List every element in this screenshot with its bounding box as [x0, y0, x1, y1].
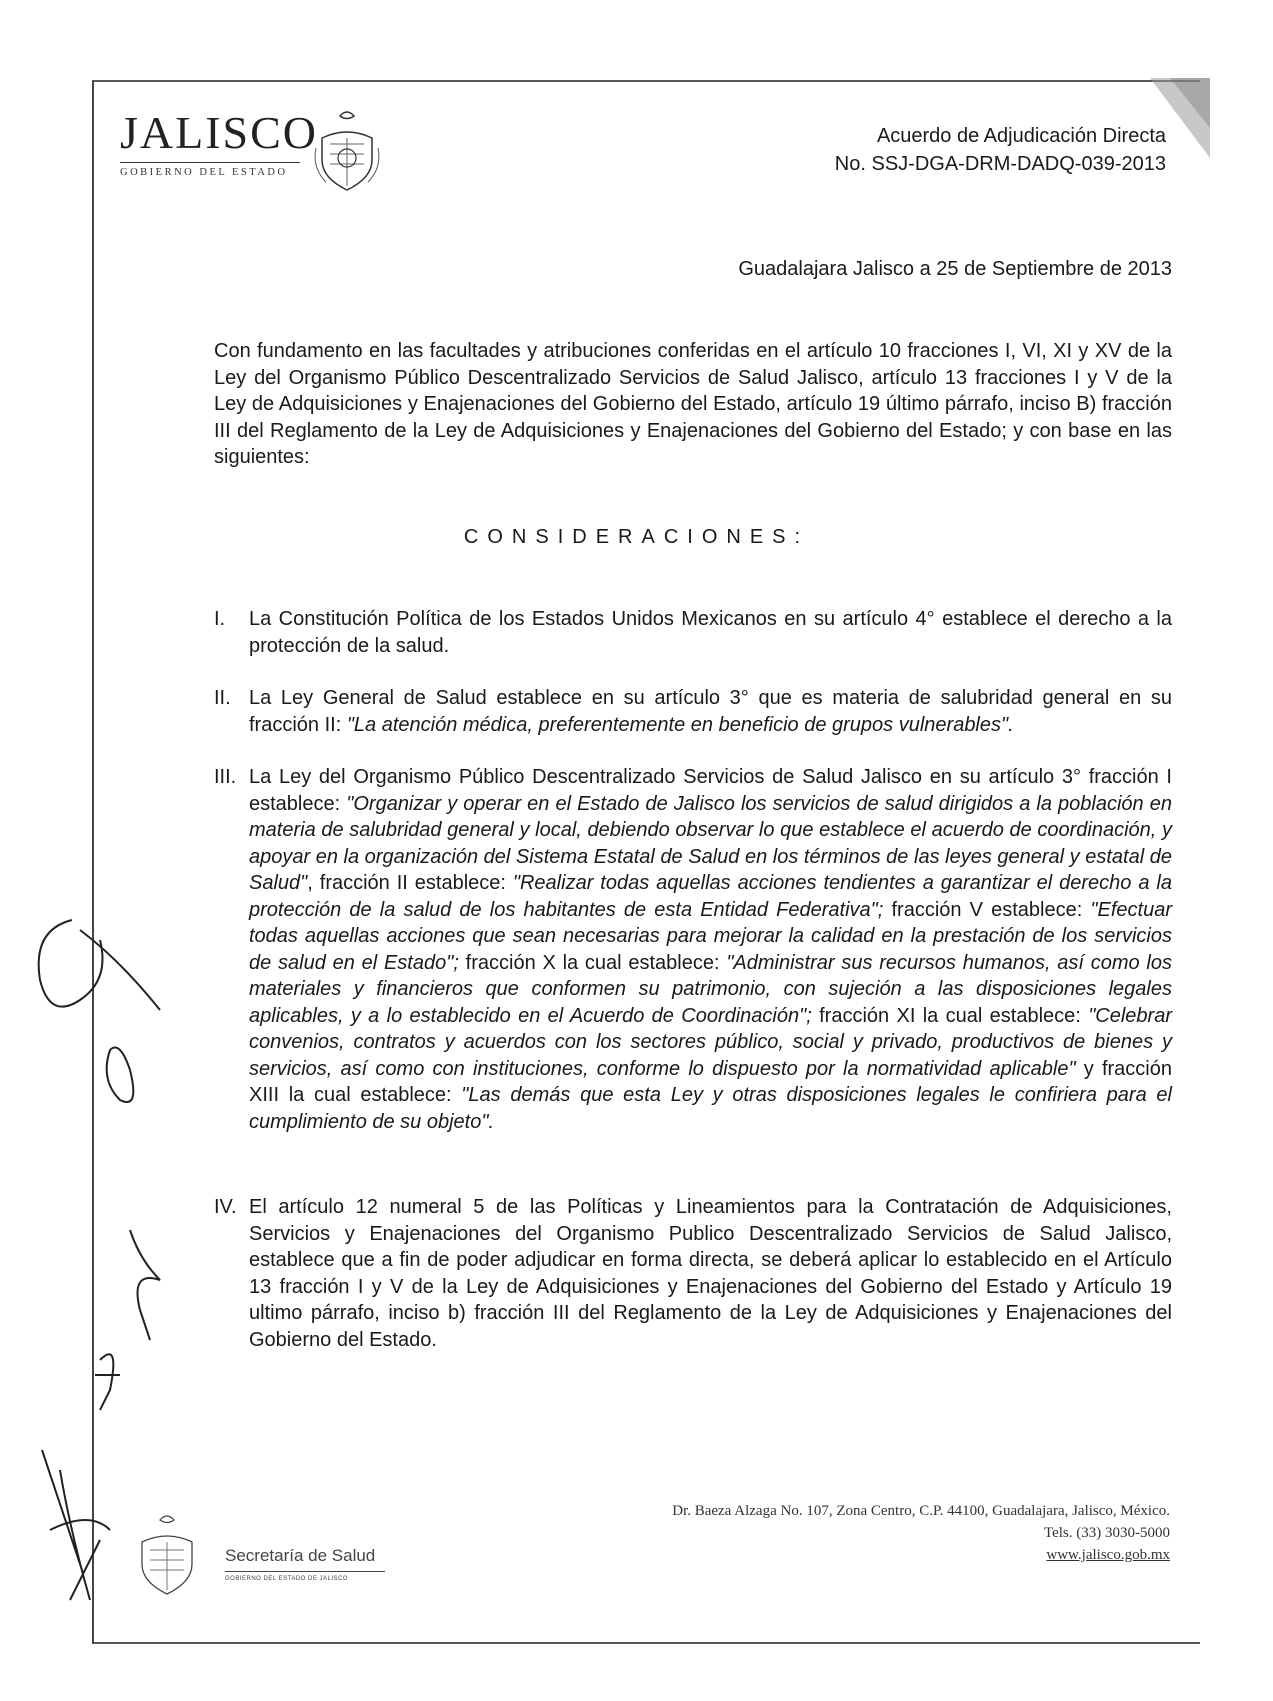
item-number: IV.	[214, 1196, 237, 1218]
health-crest-icon	[132, 1512, 202, 1602]
state-crest-icon	[312, 108, 382, 198]
intro-paragraph: Con fundamento en las facultades y atribuciones conferidas en el artículo 10 fracciones I, VI, XI y XV de la Ley del Organismo Público Descentralizado Servicios de Salud Jalisco, artículo 13 fracciones I y V de la Ley de Adquisiciones y Enajenaciones del Gobierno del Estado, artículo 19 último párrafo, inciso B) fracción III del Reglamento de la Ley de Adquisiciones y Enajenaciones del Gobierno del Estado; y con base en las siguientes:	[214, 340, 1172, 468]
item-text: La Ley General de Salud establece en su artículo 3° que es materia de salubridad general en su fracción II: "La atención médica, preferentemente en beneficio de grupos vulnerables".	[249, 687, 1172, 736]
document-header	[835, 122, 1166, 178]
consideration-item-1	[214, 606, 1172, 659]
item-text: La Ley del Organismo Público Descentralizado Servicios de Salud Jalisco en su artículo 3° fracción I establece: "Organizar y operar en el Estado de Jalisco los servicios de salud dirigidos a la población en materia de salubridad general y local, debiendo observar lo que establece el acuerdo de coordinación, y apoyar en la organización del Sistema Estatal de Salud en los términos de las leyes general y estatal de Salud", fracción II establece: "Realizar todas aquellas acciones tendientes a garantizar el derecho a la protección de la salud de los habitantes de esta Entidad Federativa"; fracción V establece: "Efectuar todas aquellas acciones que sean necesarias para mejorar la calidad en la prestación de los servicios de salud en el Estado"; fracción X la cual establece: "Administrar sus recursos humanos, así como los materiales y financieros que conformen su patrimonio, con sujeción a las disposiciones legales aplicables, y a lo establecido en el Acuerdo de Coordinación"; fracción XI la cual establece: "Celebrar convenios, contratos y acuerdos con los sectores público, social y privado, productivos de bienes y servicios, así como con instituciones, conforme lo dispuesto por la normatividad aplicable" y fracción XIII la cual establece: "Las demás que esta Ley y otras disposiciones legales le confiriera para el cumplimiento de su objeto".	[249, 766, 1172, 1133]
document-number: No. SSJ-DGA-DRM-DADQ-039-2013	[834, 153, 1166, 175]
consideration-item-3	[214, 764, 1172, 1135]
item-text: La Constitución Política de los Estados Unidos Mexicanos en su artículo 4° establece el derecho a la protección de la salud.	[249, 608, 1172, 657]
footer-org-subtitle: GOBIERNO DEL ESTADO DE JALISCO	[225, 1576, 349, 1582]
consideration-item-2	[214, 685, 1172, 738]
item-number: III.	[214, 766, 237, 788]
footer-address: Dr. Baeza Alzaga No. 107, Zona Centro, C.P. 44100, Guadalajara, Jalisco, México.	[672, 1503, 1170, 1519]
dateline: Guadalajara Jalisco a 25 de Septiembre de 2013	[738, 258, 1172, 280]
footer-url[interactable]: www.jalisco.gob.mx	[1046, 1547, 1170, 1563]
item-number: II.	[214, 687, 231, 709]
footer-org-name: Secretaría de Salud	[225, 1546, 376, 1565]
footer-address-block	[672, 1500, 1170, 1566]
considerations-heading: CONSIDERACIONES:	[463, 526, 810, 548]
footer-phone: Tels. (33) 3030-5000	[1043, 1525, 1170, 1541]
item-text: El artículo 12 numeral 5 de las Políticas y Lineamientos para la Contratación de Adquisiciones, Servicios y Enajenaciones del Organismo Publico Descentralizado Servicios de Salud Jalisco, establece que a fin de poder adjudicar en forma directa, se deberá aplicar lo establecido en el Artículo 13 fracción I y V de la Ley de Adquisiciones y Enajenaciones del Gobierno del Estado y Artículo 19 ultimo párrafo, inciso b) fracción III del Reglamento de la Ley de Adquisiciones y Enajenaciones del Gobierno del Estado.	[249, 1196, 1172, 1351]
jalisco-logo	[120, 107, 319, 178]
logo-subtitle: GOBIERNO DEL ESTADO	[120, 167, 288, 178]
document-title: Acuerdo de Adjudicación Directa	[876, 125, 1166, 147]
logo-word: JALISCO	[120, 107, 319, 158]
item-number: I.	[214, 608, 226, 630]
consideration-item-4	[214, 1194, 1172, 1353]
quote: "La atención médica, preferentemente en beneficio de grupos vulnerables".	[346, 713, 1014, 736]
